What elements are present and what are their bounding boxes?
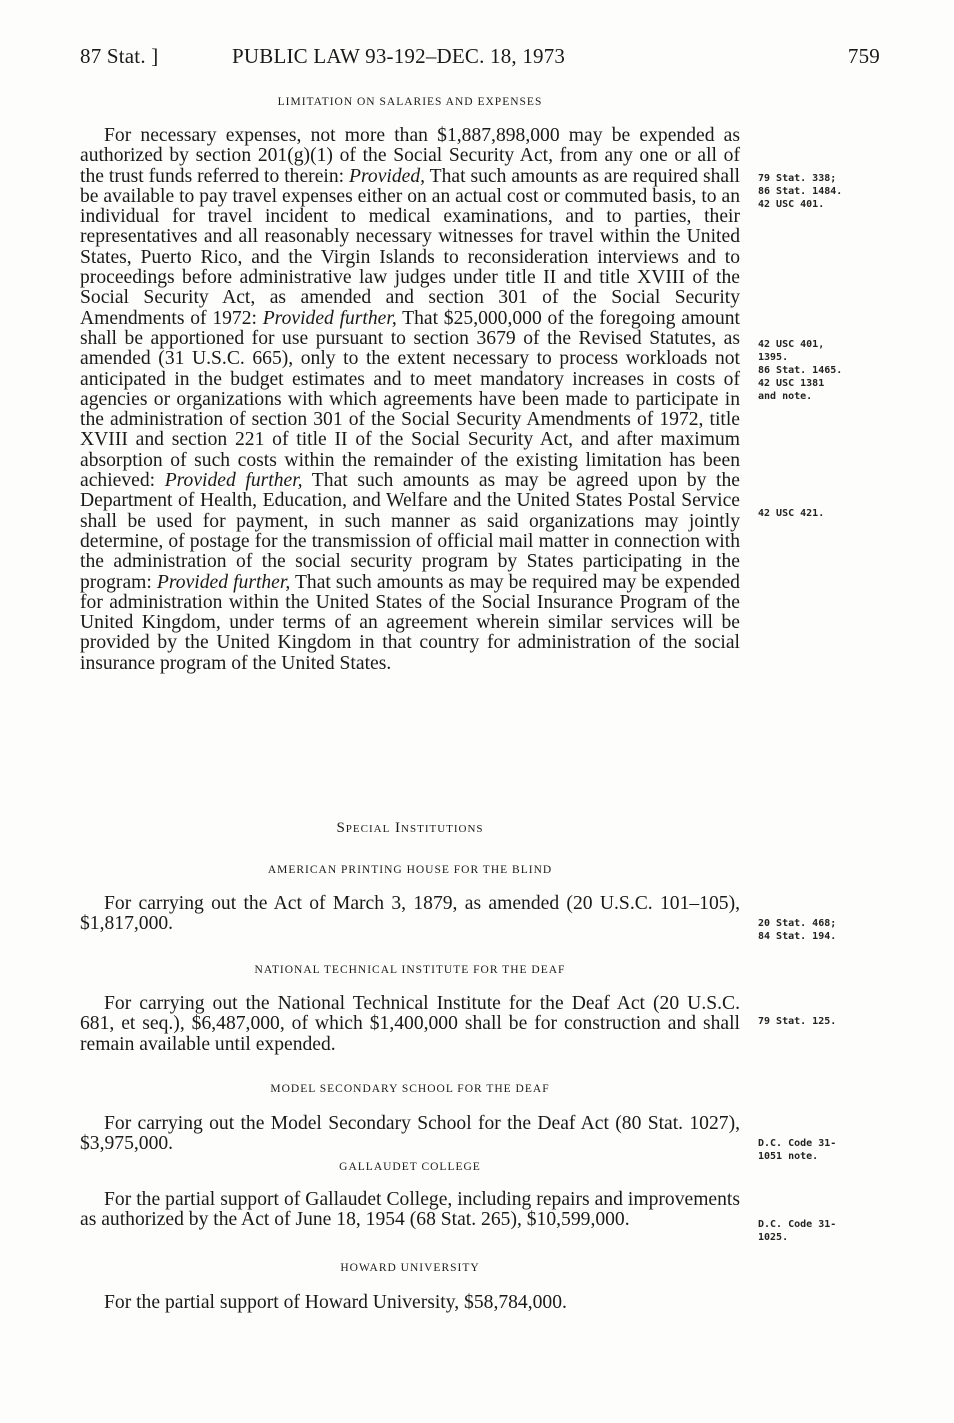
gallaudet-text: For the partial support of Gallaudet College, including repairs and improvements as authorized by the Act of June 18, 1954 (68 Stat. 265), $10,599,000. — [80, 1189, 740, 1231]
gallaudet-paragraph — [80, 1190, 740, 1231]
running-head-statute: 87 Stat. ] — [80, 44, 159, 68]
running-head-title: PUBLIC LAW 93-192–DEC. 18, 1973 — [232, 44, 566, 68]
margin-note-3: 42 USC 421. — [758, 508, 825, 519]
margin-note-6: D.C. Code 31- 1051 note. — [758, 1138, 837, 1162]
heading-ntid: NATIONAL TECHNICAL INSTITUTE FOR THE DEAF — [254, 964, 566, 976]
heading-aph: AMERICAN PRINTING HOUSE FOR THE BLIND — [267, 864, 553, 876]
page-number: 759 — [847, 44, 880, 68]
mssd-paragraph — [80, 1114, 740, 1155]
limitation-text-c: That $25,000,000 of the foregoing amount shall be apportioned for use pursuant to section 3679 of the Revised Statutes, as amended (31 U.S.C. 665), only to the extent necessary to process workloads not anticipated in the budget estimates and to meet mandatory increases in costs of agencies or organizations with which agreements have been made to participate in the administration of section 301 of the Social Security Amendments of 1972, title XVIII and section 221 of title II of the Social Security Act, and after maximum absorption of such costs within the remainder of the existing limitation has been achieved: — [80, 307, 740, 492]
mssd-text: For carrying out the Model Secondary School for the Deaf Act (80 Stat. 1027), $3,975,000. — [80, 1113, 740, 1155]
ntid-text: For carrying out the National Technical Institute for the Deaf Act (20 U.S.C. 681, et seq.), $6,487,000, of which $1,400,000 shall be for construction and shall remain available until expended. — [80, 993, 740, 1055]
limitation-text-d: That such amounts as may be agreed upon by the Department of Health, Education, and Welfare and the United States Postal Service shall be used for payment, in such manner as said organizations may jointly determine, of postage for the transmission of official mail matter in connection with the administration of the social security program by States participating in the program: — [80, 470, 740, 593]
ntid-paragraph — [80, 994, 740, 1055]
section-heading-special-institutions: Special Institutions — [336, 820, 484, 836]
proviso-2: Provided further, — [262, 307, 397, 329]
margin-note-4: 20 Stat. 468; 84 Stat. 194. — [758, 918, 837, 942]
howard-paragraph — [80, 1293, 740, 1313]
proviso-3: Provided further, — [164, 470, 303, 492]
margin-note-7: D.C. Code 31- 1025. — [758, 1219, 837, 1243]
heading-howard: HOWARD UNIVERSITY — [340, 1262, 480, 1274]
limitation-paragraph — [80, 126, 740, 674]
limitation-text-a: For necessary expenses, not more than $1,887,898,000 may be expended as authorized by section 201(g)(1) of the Social Security Act, from any one or all of the trust funds referred to therein: — [80, 125, 740, 187]
proviso-4: Provided further, — [156, 571, 291, 593]
section-heading-limitation: LIMITATION ON SALARIES AND EXPENSES — [277, 96, 543, 108]
howard-text: For the partial support of Howard University, $58,784,000. — [104, 1292, 567, 1313]
running-head — [80, 44, 880, 74]
limitation-text-e: That such amounts as may be required may be expended for administration within the United States of the Social Insurance Program of the United Kingdom, under terms of an agreement wherein similar services will be provided by the United Kingdom in that country for administration of the social insurance program of the United States. — [80, 571, 740, 674]
margin-note-5: 79 Stat. 125. — [758, 1016, 837, 1027]
limitation-text-b: That such amounts as are required shall be available to pay travel expenses either on an actual cost or commuted basis, to an individual for travel incident to medical examinations, and to parties, their representatives and all reasonably necessary witnesses for travel within the United States, Puerto Rico, and the Virgin Islands to reconsideration interviews and to proceedings before administrative law judges under title II and title XVIII of the Social Security Act, as amended and section 301 of the Social Security Amendments of 1972: — [80, 165, 740, 329]
aph-text: For carrying out the Act of March 3, 1879, as amended (20 U.S.C. 101–105), $1,817,000. — [80, 893, 740, 935]
margin-note-2: 42 USC 401, 1395. 86 Stat. 1465. 42 USC 1381 and note. — [758, 339, 843, 402]
margin-note-1: 79 Stat. 338; 86 Stat. 1484. 42 USC 401. — [758, 173, 843, 210]
heading-mssd: MODEL SECONDARY SCHOOL FOR THE DEAF — [270, 1083, 550, 1095]
proviso-1: Provided, — [349, 165, 426, 187]
aph-paragraph — [80, 894, 740, 935]
heading-gallaudet: GALLAUDET COLLEGE — [339, 1161, 481, 1173]
